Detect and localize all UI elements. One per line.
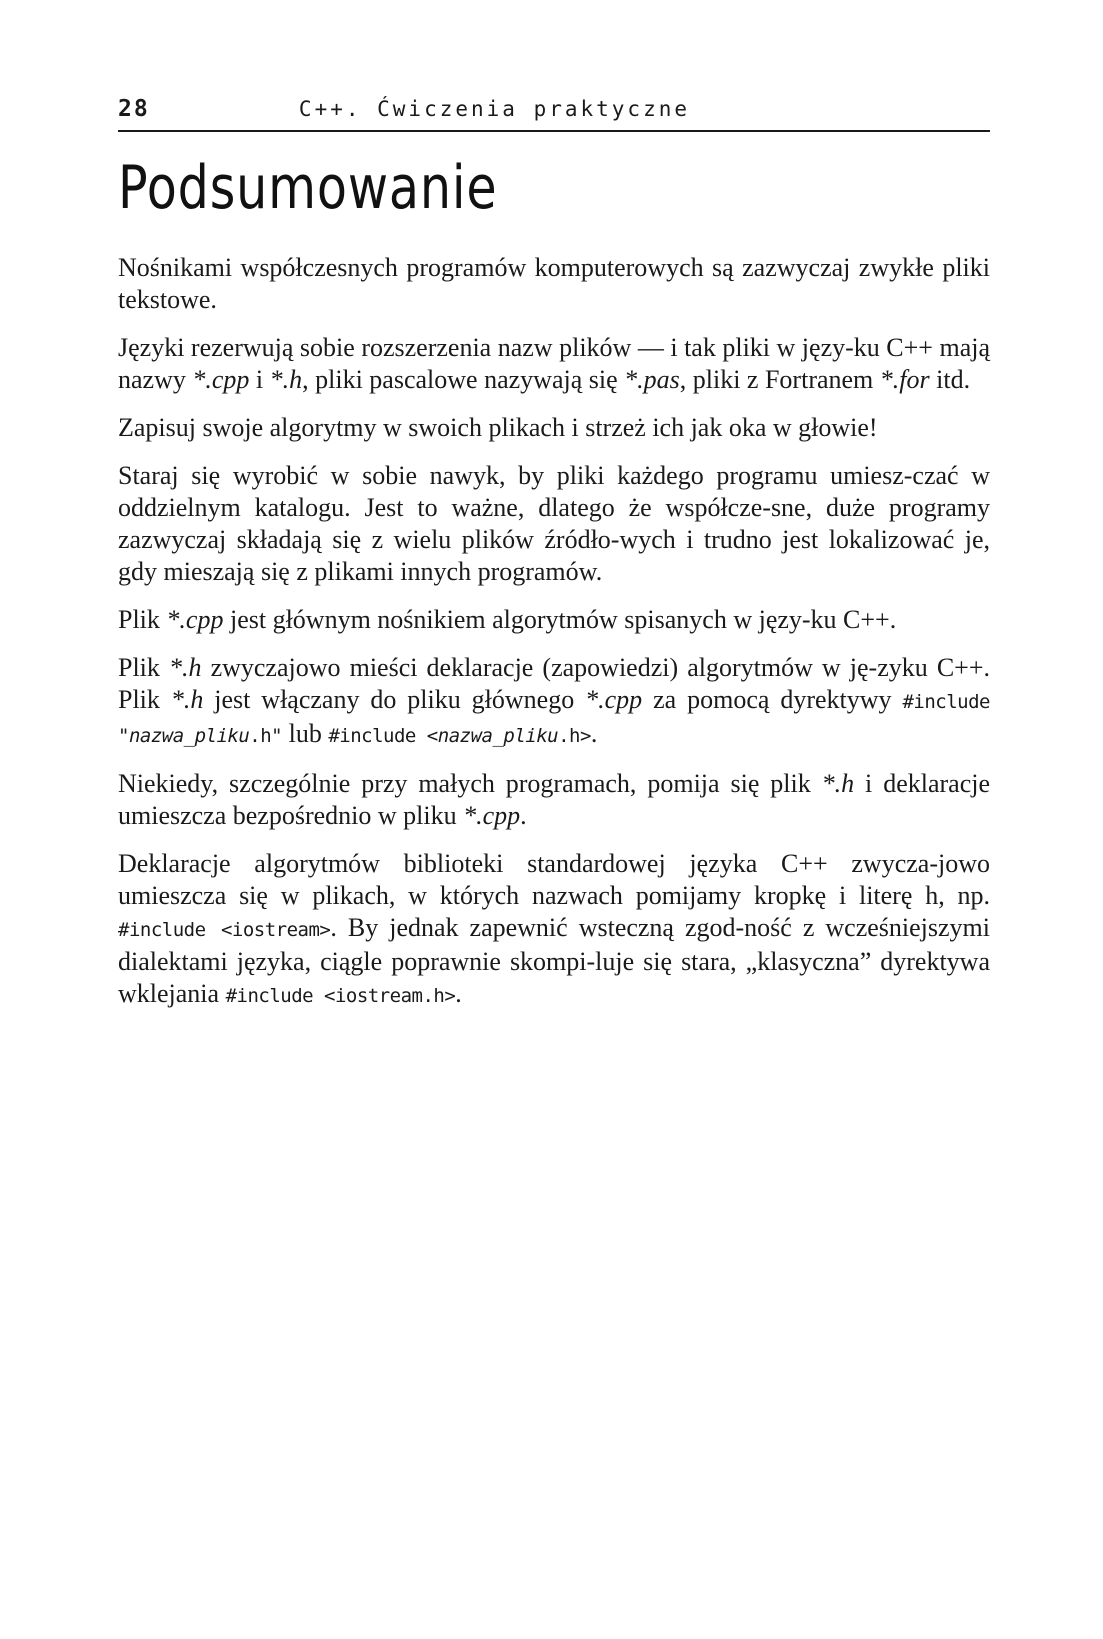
paragraph-6 [118,652,990,752]
book-page [118,96,990,1028]
file-extension: *.cpp [463,801,521,830]
code-text: #include " [118,691,990,747]
paragraph-text: . [590,719,598,748]
paragraph-text: , pliki pascalowe nazywają się [302,365,625,394]
paragraph-text: . By jednak zapewnić wsteczną zgod-ność z wcześniejszymi dialektami języka, ciągle poprawnie skompi-luje się stara, „klasyczna” dyrektywa wklejania [118,913,991,1008]
code-snippet: #include <iostream.h> [225,985,456,1007]
paragraph-text: itd. [929,365,971,394]
file-extension: *.pas [624,365,680,394]
paragraph-text: Plik [118,605,167,634]
file-extension: *.h [169,653,202,682]
file-extension: *.h [821,769,855,798]
book-title: C++. Ćwiczenia praktyczne [298,97,690,121]
paragraph-text: Staraj się wyrobić w sobie nawyk, by pliki każdego programu umiesz-czać w oddzielnym katalogu. Jest to ważne, dlatego że współcze-sne, duże programy zazwyczaj składają się z wielu plików źródło-wych i trudno jest lokalizować je, gdy mieszają się z plikami innych programów. [118,461,990,586]
paragraph-text: za pomocą dyrektywy [642,685,903,714]
paragraph-text: . [455,979,462,1008]
paragraph-text: i deklaracje umieszcza bezpośrednio w pliku [118,769,991,830]
paragraph-5 [118,604,990,636]
file-extension: *.h [269,365,303,394]
section-title: Podsumowanie [118,153,498,223]
code-text: .h> [558,725,591,747]
paragraph-text: Nośnikami współczesnych programów komputerowych są zazwyczaj zwykłe pliki tekstowe. [118,253,990,314]
paragraph-text: lub [282,719,329,748]
paragraph-text: Zapisuj swoje algorytmy w swoich plikach i strzeż ich jak oka w głowie! [118,413,878,442]
paragraph-text: zwyczajowo mieści deklaracje (zapowiedzi) algorytmów w ję-zyku C++. Plik [118,653,990,714]
section-body [118,252,990,1012]
paragraph-1 [118,252,990,316]
file-extension: *.for [879,365,930,394]
paragraph-text: . [520,801,527,830]
code-text: #include < [328,725,438,747]
file-extension: *.cpp [585,685,643,714]
code-placeholder: nazwa_pliku [437,725,559,747]
paragraph-text: jest włączany do pliku głównego [203,685,586,714]
paragraph-text: Języki rezerwują sobie rozszerzenia nazw plików — i tak pliki w języ-ku C++ mają nazwy [118,333,990,394]
paragraph-text: Niekiedy, szczególnie przy małych programach, pomija się plik [118,769,822,798]
code-snippet: #include <iostream> [118,919,331,941]
running-header [118,96,990,132]
paragraph-text: , pliki z Fortranem [679,365,880,394]
code-placeholder: nazwa_pliku [128,725,250,747]
paragraph-text: Plik [118,653,169,682]
paragraph-7 [118,768,990,832]
paragraph-text: Deklaracje algorytmów biblioteki standardowej języka C++ zwycza-jowo umieszcza się w plikach, w których nazwach pomijamy kropkę i literę h, np. [118,849,990,910]
paragraph-text: i [249,365,270,394]
paragraph-2 [118,332,990,396]
paragraph-text: jest głównym nośnikiem algorytmów spisanych w języ-ku C++. [223,605,897,634]
file-extension: *.cpp [192,365,250,394]
paragraph-4 [118,460,990,588]
paragraph-8 [118,848,990,1012]
file-extension: *.cpp [166,605,224,634]
paragraph-3 [118,412,990,444]
code-text: .h" [249,725,283,747]
page-number: 28 [118,96,150,122]
code-snippet [328,725,591,747]
file-extension: *.h [170,685,204,714]
